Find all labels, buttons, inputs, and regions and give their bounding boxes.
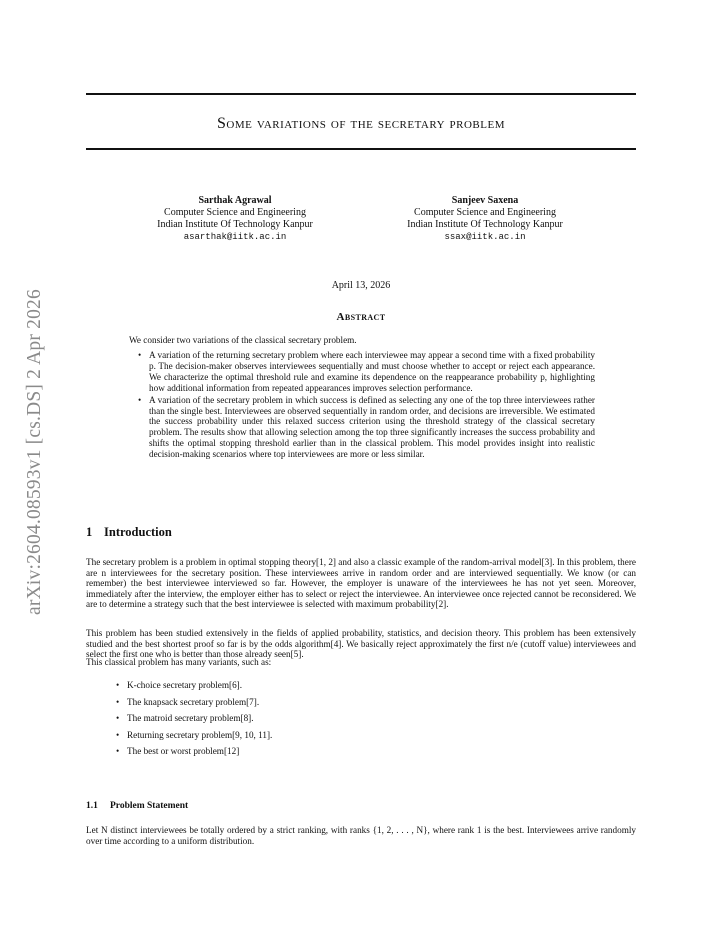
author-department: Computer Science and Engineering bbox=[164, 207, 306, 218]
subsection-heading bbox=[86, 801, 188, 811]
author-block-1 bbox=[130, 195, 340, 243]
abstract-heading: Abstract bbox=[336, 311, 386, 323]
abstract-intro: We consider two variations of the classical secretary problem. bbox=[129, 335, 357, 345]
paragraph: This classical problem has many variants, such as: bbox=[86, 657, 272, 667]
abstract-item: • A variation of the secretary problem in which success is defined as selecting any one of the top three interviewees rather than the single best. Interviewees are observed sequentially in random order, and decisions are irreversible. We estimated the success probability under this relaxed success criterion using the threshold strategy of the classical secretary problem. The results show that allowing selection among the top three significantly increases the success probability and shifts the optimal stopping threshold earlier than in the classical problem. This model provides insight into realistic decision-making scenarios where top interviewees are more or less similar. bbox=[149, 395, 595, 460]
subsection-number: 1.1 bbox=[86, 801, 98, 811]
author-department: Computer Science and Engineering bbox=[414, 207, 556, 218]
author-institution: Indian Institute Of Technology Kanpur bbox=[407, 219, 563, 230]
list-item: • K-choice secretary problem[6]. bbox=[127, 677, 527, 694]
title-rule-top bbox=[86, 93, 636, 95]
author-email[interactable]: asarthak@iitk.ac.in bbox=[183, 232, 287, 242]
title-rule-bottom bbox=[86, 148, 636, 150]
list-item: • The knapsack secretary problem[7]. bbox=[127, 694, 527, 711]
subsection-title: Problem Statement bbox=[110, 801, 189, 811]
paragraph: This problem has been studied extensively in the fields of applied probability, statistics, and decision theory. This problem has been extensively studied and the best shortest proof so far is by the odds algorithm[4]. We basically reject approximately the first n/e (cutoff value) interviewees and select the first one who is better than those already seen[5]. bbox=[86, 628, 636, 660]
list-item: • The matroid secretary problem[8]. bbox=[127, 710, 527, 727]
variants-list bbox=[127, 677, 527, 760]
abstract-item: • A variation of the returning secretary problem where each interviewee may appear a second time with a fixed probability p. The decision-maker observes interviewees sequentially and must choose whether to accept or reject each appearance. We characterize the optimal threshold rule and examine its dependence on the reappearance probability p, highlighting how additional information from repeated appearances improves selection performance. bbox=[149, 350, 595, 394]
author-institution: Indian Institute Of Technology Kanpur bbox=[157, 219, 313, 230]
section-title: Introduction bbox=[104, 525, 172, 539]
paragraph: The secretary problem is a problem in optimal stopping theory[1, 2] and also a classic example of the random-arrival model[3]. In this problem, there are n interviewees for the secretary position. These interviewees arrive in random order and are interviewed sequentially. We know (or can remember) the best interviewee interviewed so far. However, the employer is unaware of the interviewees he has not yet seen. Moreover, immediately after the interview, the employer either has to select or reject the interviewee. An interviewee once rejected cannot be reconsidered. We are to determine a strategy such that the best interviewee is selected with maximum probability[2]. bbox=[86, 557, 636, 610]
author-name: Sanjeev Saxena bbox=[451, 195, 519, 206]
arxiv-watermark bbox=[20, 262, 50, 642]
paper-title: Some variations of the secretary problem bbox=[216, 115, 505, 132]
paragraph: Let N distinct interviewees be totally ordered by a strict ranking, with ranks {1, 2, . . . , N}, where rank 1 is the best. Interviewees arrive randomly over time according to a uniform distribution. bbox=[86, 825, 636, 846]
paper-date: April 13, 2026 bbox=[331, 280, 391, 291]
list-item: • The best or worst problem[12] bbox=[127, 743, 527, 760]
list-item: • Returning secretary problem[9, 10, 11]. bbox=[127, 727, 527, 744]
author-name: Sarthak Agrawal bbox=[198, 195, 272, 206]
author-email[interactable]: ssax@iitk.ac.in bbox=[444, 232, 526, 242]
author-block-2 bbox=[380, 195, 590, 243]
arxiv-id: arXiv:2604.08593v1 [cs.DS] 2 Apr 2026 bbox=[24, 289, 45, 615]
section-number: 1 bbox=[86, 525, 93, 539]
section-heading bbox=[86, 525, 172, 540]
abstract-list bbox=[149, 350, 595, 461]
